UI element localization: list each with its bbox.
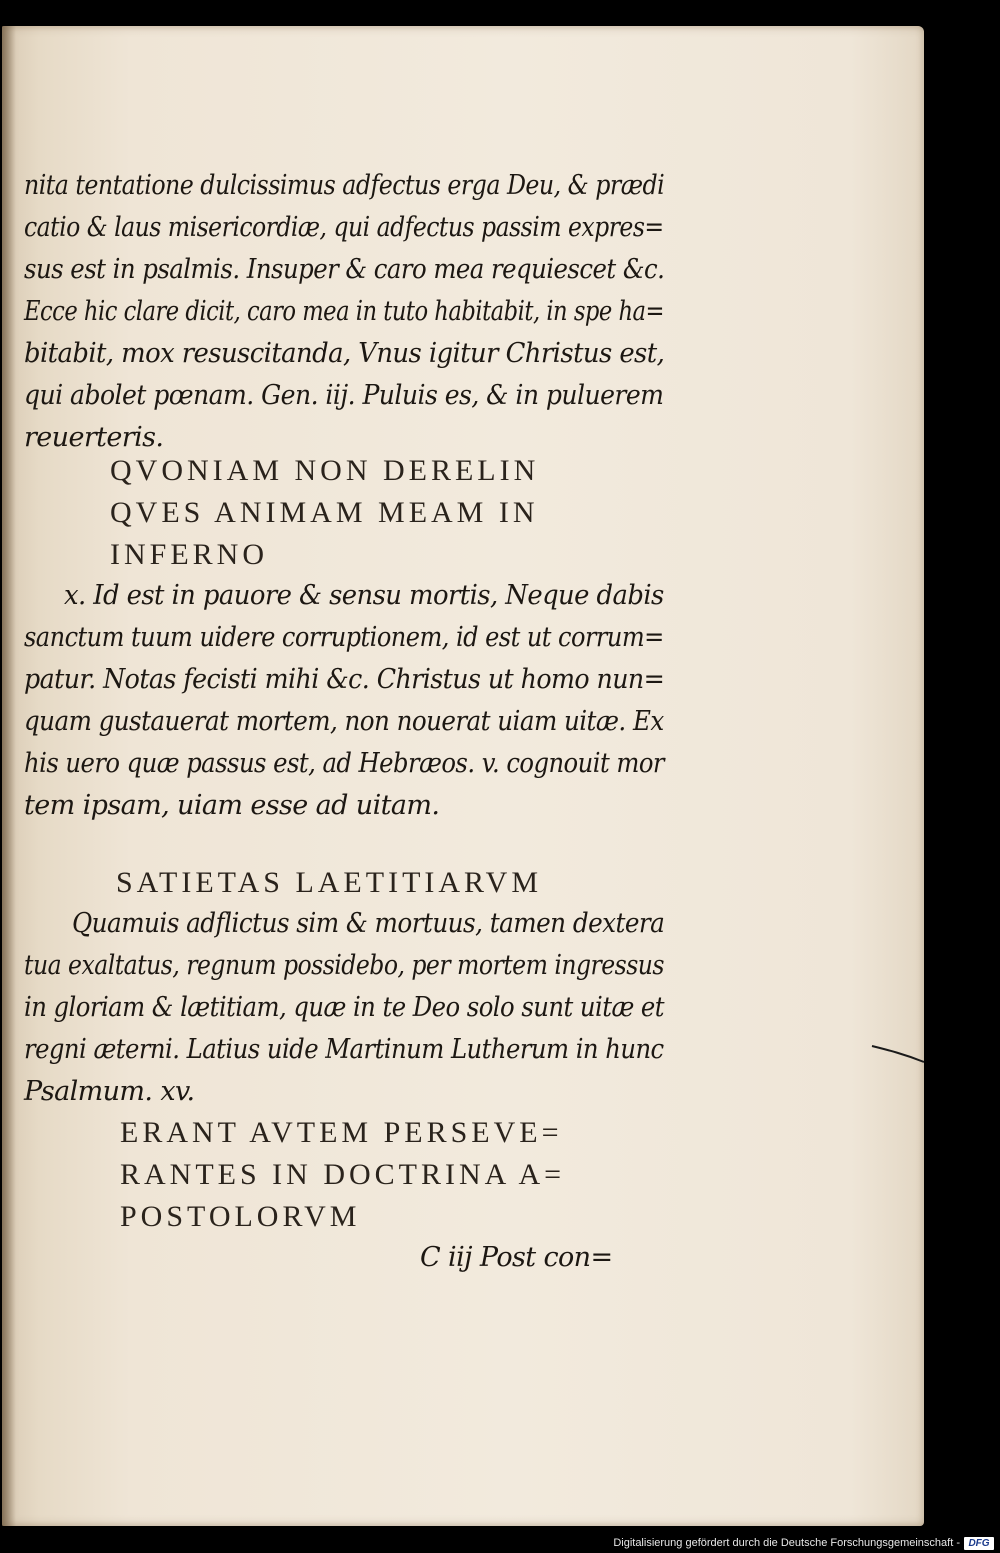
text-line: patur. Notas fecisti mihi &c. Christus ut homo nun=	[24, 664, 665, 695]
signature-catchword-line: C iij Post con=	[420, 1242, 613, 1273]
text-line: sus est in psalmis. Insuper & caro mea requiescet &c.	[24, 254, 665, 285]
book-page	[2, 26, 924, 1526]
heading-line: POSTOLORVM	[120, 1200, 361, 1233]
text-line: quam gustauerat mortem, non nouerat uiam uitæ. Ex	[24, 706, 664, 737]
text-line: Psalmum. xv.	[24, 1076, 195, 1107]
text-line: Quamuis adflictus sim & mortuus, tamen dextera	[72, 908, 665, 939]
text-line: tem ipsam, uiam esse ad uitam.	[24, 790, 440, 821]
text-line: tua exaltatus, regnum possidebo, per mortem ingressus	[24, 950, 664, 981]
heading-line: QVES ANIMAM MEAM IN	[110, 496, 539, 529]
text-line: bitabit, mox resuscitanda, Vnus igitur Christus est,	[24, 338, 665, 369]
text-line: sanctum tuum uidere corruptionem, id est ut corrum=	[24, 622, 664, 653]
page-gutter-shadow	[2, 26, 16, 1526]
digitization-credit: Digitalisierung gefördert durch die Deutsche Forschungsgemeinschaft -	[613, 1537, 960, 1549]
text-line: qui abolet pœnam. Gen. iij. Puluis es, & in puluerem	[24, 380, 664, 411]
heading-line: RANTES IN DOCTRINA A=	[120, 1158, 566, 1191]
text-line: nita tentatione dulcissimus adfectus erga Deu, & prædi	[24, 170, 665, 201]
text-line: x. Id est in pauore & sensu mortis, Neque dabis	[64, 580, 664, 611]
heading-line: SATIETAS LAETITIARVM	[116, 866, 542, 899]
text-line: his uero quæ passus est, ad Hebræos. v. cognouit mor	[24, 748, 664, 779]
heading-line: INFERNO	[110, 538, 269, 571]
pencil-mark	[870, 1042, 928, 1066]
heading-line: ERANT AVTEM PERSEVE=	[120, 1116, 563, 1149]
text-line: Ecce hic clare dicit, caro mea in tuto habitabit, in spe ha=	[24, 296, 664, 327]
text-line: catio & laus misericordiæ, qui adfectus passim expres=	[24, 212, 664, 243]
text-line: reuerteris.	[24, 422, 164, 453]
text-line: in gloriam & lætitiam, quæ in te Deo solo sunt uitæ et	[24, 992, 664, 1023]
dfg-logo: DFG	[964, 1537, 994, 1550]
heading-line: QVONIAM NON DERELIN	[110, 454, 540, 487]
text-line: regni æterni. Latius uide Martinum Lutherum in hunc	[24, 1034, 664, 1065]
